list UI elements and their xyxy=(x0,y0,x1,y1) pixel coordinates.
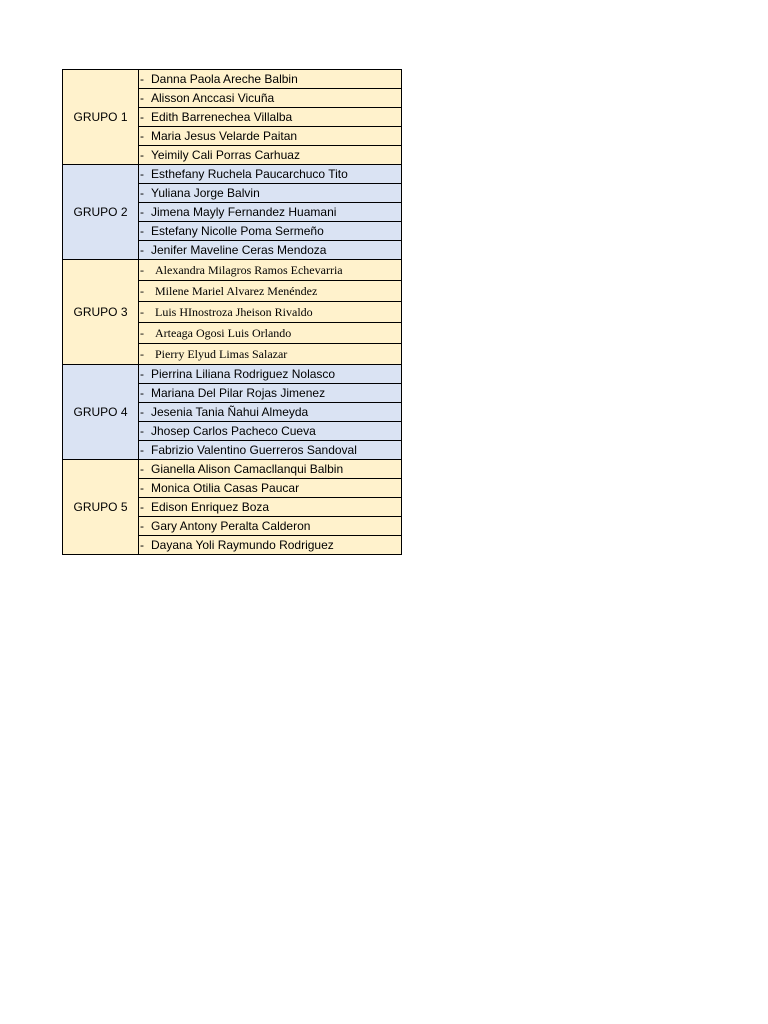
member-name: Edith Barrenechea Villalba xyxy=(151,110,293,124)
member-name: Pierrina Liliana Rodriguez Nolasco xyxy=(151,367,336,381)
member-name-cell[interactable] xyxy=(139,184,402,203)
member-name-cell[interactable] xyxy=(139,222,402,241)
member-name: Mariana Del Pilar Rojas Jimenez xyxy=(151,386,326,400)
member-name: Luis HInostroza Jheison Rivaldo xyxy=(155,305,313,319)
list-dash: - xyxy=(140,148,144,162)
list-dash: - xyxy=(140,243,144,257)
group-table xyxy=(62,69,402,555)
group-label-cell[interactable]: GRUPO 1 xyxy=(63,70,139,165)
member-name: Gianella Alison Camacllanqui Balbin xyxy=(151,462,344,476)
table-row xyxy=(63,165,402,184)
list-dash: - xyxy=(140,424,144,438)
member-name-cell[interactable] xyxy=(139,365,402,384)
list-dash: - xyxy=(140,284,144,298)
table-row xyxy=(63,70,402,89)
list-dash: - xyxy=(140,347,144,361)
member-name-cell[interactable] xyxy=(139,384,402,403)
member-name-cell[interactable] xyxy=(139,536,402,555)
member-name-cell[interactable] xyxy=(139,89,402,108)
member-name-cell[interactable] xyxy=(139,302,402,323)
member-name: Alisson Anccasi Vicuña xyxy=(151,91,275,105)
member-name: Jimena Mayly Fernandez Huamani xyxy=(151,205,337,219)
member-name-cell[interactable] xyxy=(139,146,402,165)
member-name: Esthefany Ruchela Paucarchuco Tito xyxy=(151,167,348,181)
member-name: Jhosep Carlos Pacheco Cueva xyxy=(151,424,316,438)
member-name-cell[interactable] xyxy=(139,422,402,441)
member-name: Fabrizio Valentino Guerreros Sandoval xyxy=(151,443,357,457)
member-name: Pierry Elyud Limas Salazar xyxy=(155,347,288,361)
member-name-cell[interactable] xyxy=(139,70,402,89)
member-name-cell[interactable] xyxy=(139,517,402,536)
table-row xyxy=(63,460,402,479)
list-dash: - xyxy=(140,386,144,400)
member-name: Yuliana Jorge Balvin xyxy=(151,186,260,200)
member-name: Danna Paola Areche Balbin xyxy=(151,72,298,86)
list-dash: - xyxy=(140,500,144,514)
member-name-cell[interactable] xyxy=(139,203,402,222)
member-name: Alexandra Milagros Ramos Echevarria xyxy=(155,263,343,277)
member-name-cell[interactable] xyxy=(139,441,402,460)
member-name-cell[interactable] xyxy=(139,241,402,260)
member-name-cell[interactable] xyxy=(139,165,402,184)
member-name-cell[interactable] xyxy=(139,323,402,344)
member-name: Edison Enriquez Boza xyxy=(151,500,270,514)
list-dash: - xyxy=(140,186,144,200)
member-name-cell[interactable] xyxy=(139,344,402,365)
list-dash: - xyxy=(140,519,144,533)
group-label-cell[interactable]: GRUPO 3 xyxy=(63,260,139,365)
group-label-cell[interactable]: GRUPO 5 xyxy=(63,460,139,555)
list-dash: - xyxy=(140,305,144,319)
member-name: Estefany Nicolle Poma Sermeño xyxy=(151,224,324,238)
list-dash: - xyxy=(140,367,144,381)
group-label-cell[interactable]: GRUPO 4 xyxy=(63,365,139,460)
list-dash: - xyxy=(140,326,144,340)
member-name: Maria Jesus Velarde Paitan xyxy=(151,129,298,143)
member-name-cell[interactable] xyxy=(139,403,402,422)
table-row xyxy=(63,260,402,281)
member-name: Milene Mariel Alvarez Menéndez xyxy=(155,284,318,298)
list-dash: - xyxy=(140,72,144,86)
member-name: Dayana Yoli Raymundo Rodriguez xyxy=(151,538,334,552)
member-name-cell[interactable] xyxy=(139,479,402,498)
member-name: Gary Antony Peralta Calderon xyxy=(151,519,311,533)
list-dash: - xyxy=(140,443,144,457)
list-dash: - xyxy=(140,224,144,238)
list-dash: - xyxy=(140,462,144,476)
member-name: Arteaga Ogosi Luis Orlando xyxy=(155,326,292,340)
member-name-cell[interactable] xyxy=(139,127,402,146)
list-dash: - xyxy=(140,538,144,552)
member-name-cell[interactable] xyxy=(139,498,402,517)
member-name: Jenifer Maveline Ceras Mendoza xyxy=(151,243,327,257)
group-table-body xyxy=(63,70,402,555)
list-dash: - xyxy=(140,129,144,143)
list-dash: - xyxy=(140,405,144,419)
member-name-cell[interactable] xyxy=(139,281,402,302)
group-label-cell[interactable]: GRUPO 2 xyxy=(63,165,139,260)
list-dash: - xyxy=(140,91,144,105)
member-name-cell[interactable] xyxy=(139,260,402,281)
table-row xyxy=(63,365,402,384)
list-dash: - xyxy=(140,263,144,277)
member-name: Monica Otilia Casas Paucar xyxy=(151,481,300,495)
list-dash: - xyxy=(140,205,144,219)
member-name: Yeimily Cali Porras Carhuaz xyxy=(151,148,300,162)
list-dash: - xyxy=(140,481,144,495)
list-dash: - xyxy=(140,167,144,181)
list-dash: - xyxy=(140,110,144,124)
member-name-cell[interactable] xyxy=(139,108,402,127)
member-name-cell[interactable] xyxy=(139,460,402,479)
member-name: Jesenia Tania Ñahui Almeyda xyxy=(151,405,309,419)
